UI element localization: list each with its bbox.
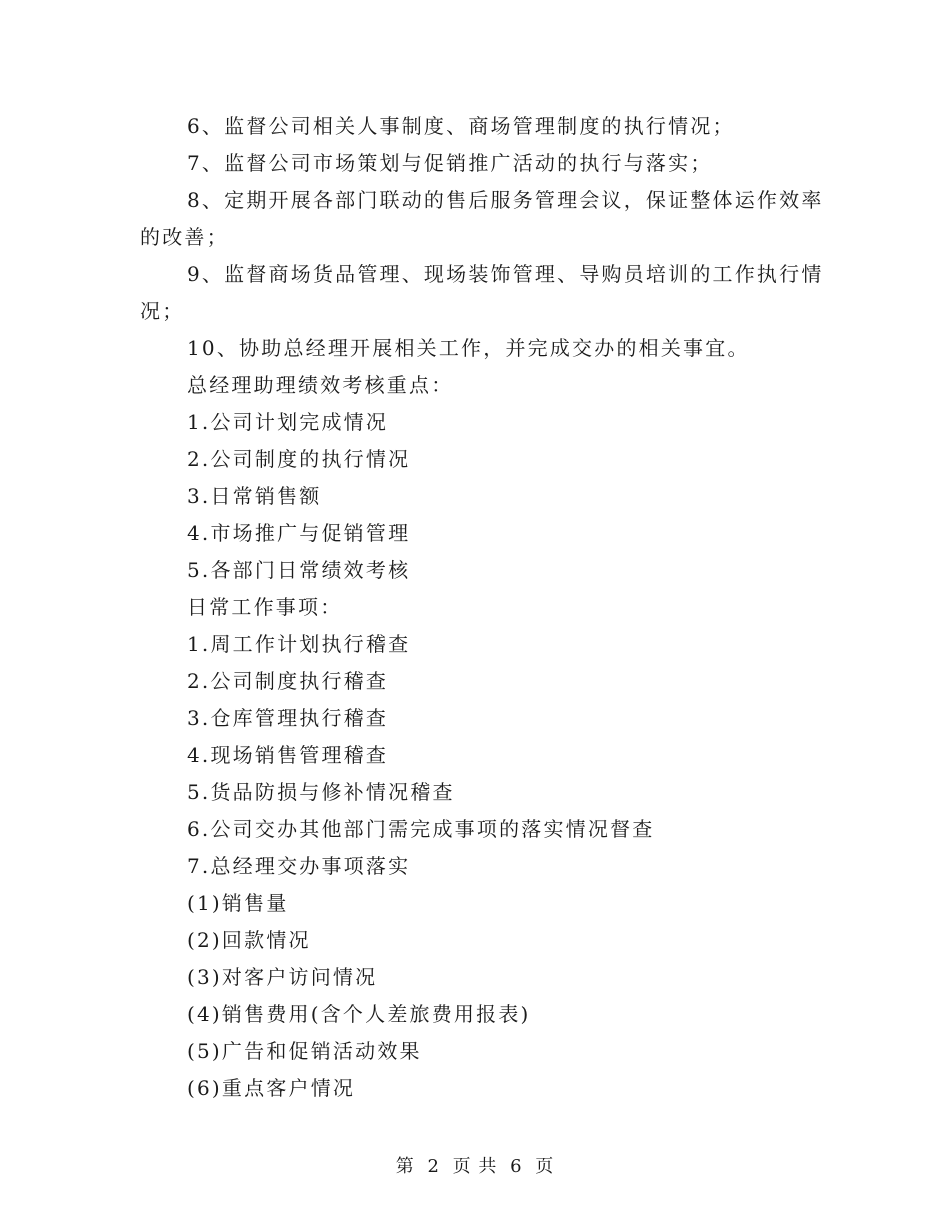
text-line: 3.仓库管理执行稽查 xyxy=(187,706,389,730)
text-line: 2.公司制度的执行情况 xyxy=(187,447,411,471)
footer-middle: 页 共 xyxy=(452,1156,498,1177)
text-line: 的改善； xyxy=(140,225,229,249)
text-line: (3)对客户访问情况 xyxy=(187,965,378,989)
text-line: 5.各部门日常绩效考核 xyxy=(187,558,411,582)
text-line: 10、协助总经理开展相关工作，并完成交办的相关事宜。 xyxy=(187,336,750,360)
text-line: (5)广告和促销活动效果 xyxy=(187,1039,422,1063)
text-line: (2)回款情况 xyxy=(187,928,311,952)
text-line: 4.市场推广与促销管理 xyxy=(187,521,411,545)
document-body xyxy=(140,108,824,1107)
footer-current-page: 2 xyxy=(427,1156,440,1177)
text-line: 日常工作事项： xyxy=(187,595,343,619)
footer-total-pages: 6 xyxy=(510,1156,523,1177)
text-line: 2.公司制度执行稽查 xyxy=(187,669,389,693)
text-line: 7.总经理交办事项落实 xyxy=(187,854,411,878)
footer-prefix: 第 xyxy=(395,1156,415,1177)
text-line: 6.公司交办其他部门需完成事项的落实情况督查 xyxy=(187,817,655,841)
text-line: 5.货品防损与修补情况稽查 xyxy=(187,780,455,804)
text-line: (6)重点客户情况 xyxy=(187,1076,356,1100)
text-line: 总经理助理绩效考核重点： xyxy=(187,373,454,397)
text-line: 6、监督公司相关人事制度、商场管理制度的执行情况； xyxy=(187,114,735,138)
text-line: 1.周工作计划执行稽查 xyxy=(187,632,411,656)
text-line: 况； xyxy=(140,299,185,323)
text-line: 3.日常销售额 xyxy=(187,484,322,508)
footer-suffix: 页 xyxy=(535,1156,555,1177)
text-line: 9、监督商场货品管理、现场装饰管理、导购员培训的工作执行情 xyxy=(187,262,824,286)
page-footer xyxy=(0,1152,950,1178)
text-line: 7、监督公司市场策划与促销推广活动的执行与落实； xyxy=(187,151,713,175)
text-line: 1.公司计划完成情况 xyxy=(187,410,389,434)
text-line: (4)销售费用(含个人差旅费用报表) xyxy=(187,1002,531,1026)
text-line: (1)销售量 xyxy=(187,891,289,915)
text-line: 8、定期开展各部门联动的售后服务管理会议，保证整体运作效率 xyxy=(187,188,824,212)
text-line: 4.现场销售管理稽查 xyxy=(187,743,389,767)
